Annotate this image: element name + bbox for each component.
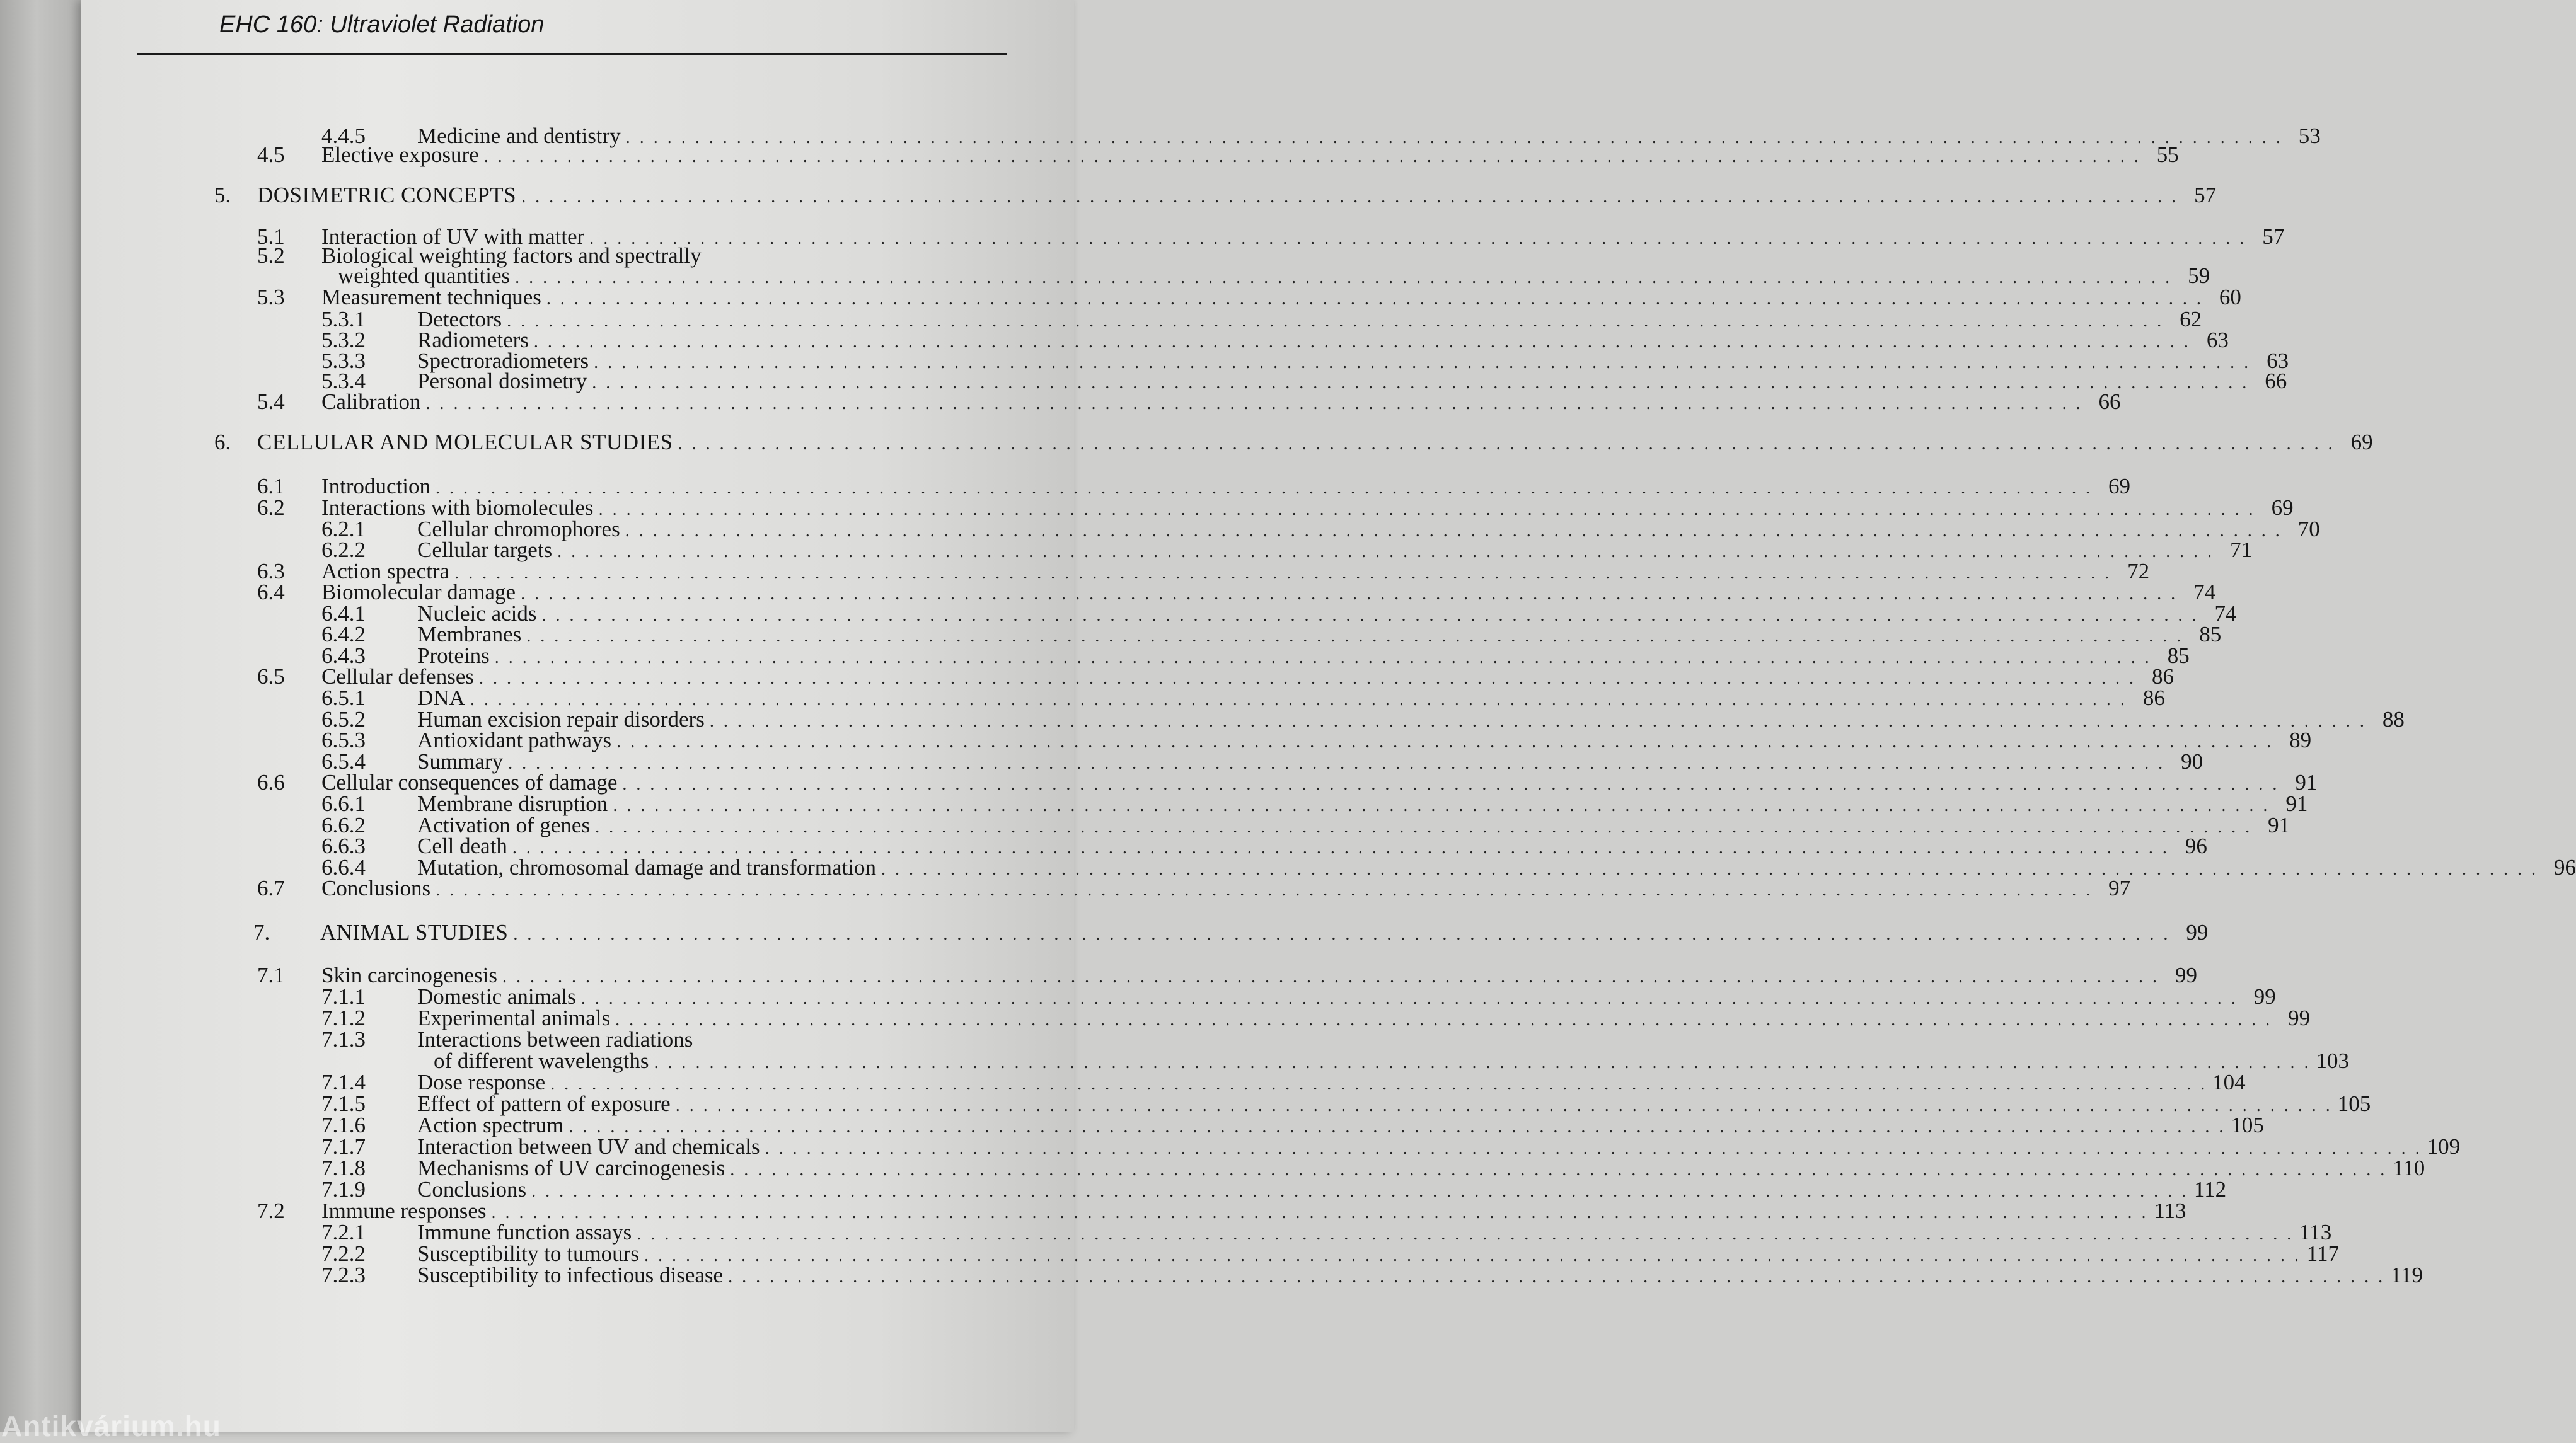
toc-page-number: 69	[2108, 474, 2131, 498]
toc-title: Cellular consequences of damage	[321, 770, 618, 795]
dot-leader: . . . . . . . . . . . . . . . . . . . . . . . . . . . . . . . . . . . . . . . . . . . . . . . . . . . . . . . . . . . . . . . . . . . . . . . . . . . . . . . . . . . . . . . . . . . . . . . . . . . . . . . . . . . . . . . . . . . . . . . .	[709, 711, 2367, 731]
toc-number: 7.1.2	[321, 1006, 366, 1030]
toc-page-number: 109	[2427, 1134, 2461, 1159]
toc-page-number: 74	[2193, 580, 2216, 604]
dot-leader: . . . . . . . . . . . . . . . . . . . . . . . . . . . . . . . . . . . . . . . . . . . . . . . . . . . . . . . . . . . . . . . . . . . . . . . . . . . . . . . . . . . . . . . . . . . . . . . . . . . . . . . . . . . . . . . . . . . . . . . .	[533, 332, 2191, 352]
toc-title: Elective exposure	[321, 142, 479, 167]
dot-leader: . . . . . . . . . . . . . . . . . . . . . . . . . . . . . . . . . . . . . . . . . . . . . . . . . . . . . . . . . . . . . . . . . . . . . . . . . . . . . . . . . . . . . . . . . . . . . . . . . . . . . . . . . . . . . . . . . . . . . . . .	[483, 147, 2141, 166]
toc-title: of different wavelengths	[434, 1049, 649, 1073]
toc-number: 6.5.1	[321, 686, 366, 710]
toc-title: Antioxidant pathways	[417, 728, 612, 752]
dot-leader: . . . . . . . . . . . . . . . . . . . . . . . . . . . . . . . . . . . . . . . . . . . . . . . . . . . . . . . . . . . . . . . . . . . . . . . . . . . . . . . . . . . . . . . . . . . . . . . . . . . . . . . . . . . . . . . . . . . . . . . .	[625, 521, 2282, 541]
toc-title: Domestic animals	[417, 984, 576, 1009]
toc-number: 7.2.2	[321, 1241, 366, 1266]
toc-number: 7.1.6	[321, 1113, 366, 1137]
dot-leader: . . . . . . . . . . . . . . . . . . . . . . . . . . . . . . . . . . . . . . . . . . . . . . . . . . . . . . . . . . . . . . . . . . . . . . . . . . . . . . . . . . . . . . . . . . . . . . . . . . . . . . . . . . . . . . . . . . . . . . . .	[594, 353, 2251, 372]
toc-page-number: 85	[2199, 622, 2222, 647]
toc-page-number: 119	[2390, 1263, 2423, 1287]
toc-number: 5.	[214, 183, 231, 207]
toc-title: Activation of genes	[417, 813, 591, 837]
toc-title: Cell death	[417, 834, 507, 858]
dot-leader: . . . . . . . . . . . . . . . . . . . . . . . . . . . . . . . . . . . . . . . . . . . . . . . . . . . . . . . . . . . . . . . . . . . . . . . . . . . . . . . . . . . . . . . . . . . . . . . . . . . . . . . . . . . . . . . . . . . . . . . .	[436, 478, 2093, 498]
dot-leader: . . . . . . . . . . . . . . . . . . . . . . . . . . . . . . . . . . . . . . . . . . . . . . . . . . . . . . . . . . . . . . . . . . . . . . . . . . . . . . . . . . . . . . . . . . . . . . . . . . . . . . . . . . . . . . . . . . . . . . . .	[515, 268, 2173, 287]
toc-page-number: 112	[2193, 1177, 2227, 1202]
toc-number: 6.2	[257, 495, 285, 520]
toc-title: Cellular defenses	[321, 664, 474, 689]
toc-page-number: 99	[2288, 1006, 2311, 1030]
toc-page-number: 62	[2180, 307, 2202, 331]
toc-page-number: 103	[2316, 1049, 2349, 1073]
toc-page-number: 72	[2127, 559, 2150, 584]
dot-leader: . . . . . . . . . . . . . . . . . . . . . . . . . . . . . . . . . . . . . . . . . . . . . . . . . . . . . . . . . . . . . . . . . . . . . . . . . . . . . . . . . . . . . . . . . . . . . . . . . . . . . . . . . . . . . . . . . . . . . . . .	[521, 584, 2178, 604]
toc-number: 6.6.3	[321, 834, 366, 858]
toc-page-number: 88	[2382, 707, 2405, 732]
toc-number: 6.4.1	[321, 601, 366, 626]
dot-leader: . . . . . . . . . . . . . . . . . . . . . . . . . . . . . . . . . . . . . . . . . . . . . . . . . . . . . . . . . . . . . . . . . . . . . . . . . . . . . . . . . . . . . . . . . . . . . . . . . . . . . . . . . . . . . . . . . . . . . . . .	[513, 924, 2171, 944]
toc-title: ANIMAL STUDIES	[320, 920, 509, 945]
toc-page-number: 105	[2231, 1113, 2264, 1137]
toc-page-number: 63	[2206, 328, 2229, 352]
toc-number: 5.3	[257, 285, 285, 309]
toc-page-number: 97	[2108, 876, 2131, 900]
toc-number: 7.2.3	[321, 1263, 366, 1287]
dot-leader: . . . . . . . . . . . . . . . . . . . . . . . . . . . . . . . . . . . . . . . . . . . . . . . . . . . . . . . . . . . . . . . . . . . . . . . . . . . . . . . . . . . . . . . . . . . . . . . . . . . . . . . . . . . . . . . . . . . . . . . .	[512, 838, 2169, 858]
dot-leader: . . . . . . . . . . . . . . . . . . . . . . . . . . . . . . . . . . . . . . . . . . . . . . . . . . . . . . . . . . . . . . . . . . . . . . . . . . . . . . . . . . . . . . . . . . . . . . . . . . . . . . . . . . . . . . . . . . . . . . . .	[531, 1181, 2189, 1201]
toc-title: Membranes	[417, 622, 522, 647]
toc-page-number: 90	[2181, 749, 2203, 774]
toc-title: Conclusions	[321, 876, 431, 900]
toc-entry	[253, 920, 2209, 945]
toc-number: 7.1.5	[321, 1091, 366, 1116]
toc-title: Nucleic acids	[417, 601, 537, 626]
toc-page-number: 110	[2393, 1156, 2425, 1180]
toc-number: 7.2.1	[321, 1220, 366, 1245]
toc-title: Immune function assays	[417, 1220, 632, 1245]
toc-title: Experimental animals	[417, 1006, 611, 1030]
toc-page-number: 113	[2299, 1220, 2332, 1245]
dot-leader: . . . . . . . . . . . . . . . . . . . . . . . . . . . . . . . . . . . . . . . . . . . . . . . . . . . . . . . . . . . . . . . . . . . . . . . . . . . . . . . . . . . . . . . . . . . . . . . . . . . . . . . . . . . . . . . . . . . . . . . .	[615, 1010, 2273, 1030]
toc-page-number: 60	[2219, 285, 2241, 309]
toc-entry	[257, 389, 2121, 415]
toc-number: 7.1.7	[321, 1134, 366, 1159]
toc-title: Biological weighting factors and spectrally	[321, 243, 702, 268]
toc-page-number: 99	[2175, 963, 2197, 987]
toc-entry	[257, 876, 2131, 901]
toc-page-number: 74	[2214, 601, 2237, 626]
header-title: EHC 160: Ultraviolet Radiation	[219, 11, 545, 38]
toc-title: Measurement techniques	[321, 285, 541, 309]
toc-title: CELLULAR AND MOLECULAR STUDIES	[257, 430, 673, 454]
toc-entry	[214, 430, 2373, 455]
dot-leader: . . . . . . . . . . . . . . . . . . . . . . . . . . . . . . . . . . . . . . . . . . . . . . . . . . . . . . . . . . . . . . . . . . . . . . . . . . . . . . . . . . . . . . . . . . . . . . . . . . . . . . . . . . . . . . . . . . . . . . . .	[494, 648, 2152, 667]
toc-number: 7.2	[257, 1199, 285, 1223]
toc-title: Action spectra	[321, 559, 450, 584]
toc-number: 4.5	[257, 142, 285, 167]
toc-page-number: 57	[2262, 224, 2285, 249]
toc-page-number: 69	[2271, 495, 2294, 520]
toc-entry	[214, 183, 2217, 208]
toc-number: 7.1	[257, 963, 285, 987]
toc-title: Proteins	[417, 643, 490, 668]
toc-title: Cellular targets	[417, 538, 553, 562]
toc-number: 6.1	[257, 474, 285, 498]
toc-number: 7.1.8	[321, 1156, 366, 1180]
toc-title: Interactions between radiations	[417, 1027, 693, 1052]
toc-page-number: 104	[2212, 1070, 2246, 1095]
toc-page-number: 86	[2142, 686, 2165, 710]
toc-entry	[257, 285, 2241, 310]
dot-leader: . . . . . . . . . . . . . . . . . . . . . . . . . . . . . . . . . . . . . . . . . . . . . . . . . . . . . . . . . . . . . . . . . . . . . . . . . . . . . . . . . . . . . . . . . . . . . . . . . . . . . . . . . . . . . . . . . . . . . . . .	[654, 1053, 2311, 1072]
dot-leader: . . . . . . . . . . . . . . . . . . . . . . . . . . . . . . . . . . . . . . . . . . . . . . . . . . . . . . . . . . . . . . . . . . . . . . . . . . . . . . . . . . . . . . . . . . . . . . . . . . . . . . . . . . . . . . . . . . . . . . . .	[491, 1203, 2149, 1222]
toc-number: 7.	[253, 920, 270, 945]
dot-leader: . . . . . . . . . . . . . . . . . . . . . . . . . . . . . . . . . . . . . . . . . . . . . . . . . . . . . . . . . . . . . . . . . . . . . . . . . . . . . . . . . . . . . . . . . . . . . . . . . . . . . . . . . . . . . . . . . . . . . . . .	[592, 373, 2250, 393]
toc-page-number: 70	[2297, 517, 2320, 541]
dot-leader: . . . . . . . . . . . . . . . . . . . . . . . . . . . . . . . . . . . . . . . . . . . . . . . . . . . . . . . . . . . . . . . . . . . . . . . . . . . . . . . . . . . . . . . . . . . . . . . . . . . . . . . . . . . . . . . . . . . . . . . .	[644, 1246, 2301, 1265]
toc-number: 5.1	[257, 224, 285, 249]
dot-leader: . . . . . . . . . . . . . . . . . . . . . . . . . . . . . . . . . . . . . . . . . . . . . . . . . . . . . . . . . . . . . . . . . . . . . . . . . . . . . . . . . . . . . . . . . . . . . . . . . . . . . . . . . . . . . . . . . . . . . . . .	[507, 311, 2164, 331]
toc-title: Human excision repair disorders	[417, 707, 705, 732]
toc-number: 5.3.1	[321, 307, 366, 331]
dot-leader: . . . . . . . . . . . . . . . . . . . . . . . . . . . . . . . . . . . . . . . . . . . . . . . . . . . . . . . . . . . . . . . . . . . . . . . . . . . . . . . . . . . . . . . . . . . . . . . . . . . . . . . . . . . . . . . . . . . . . . . .	[569, 1117, 2226, 1137]
dot-leader: . . . . . . . . . . . . . . . . . . . . . . . . . . . . . . . . . . . . . . . . . . . . . . . . . . . . . . . . . . . . . . . . . . . . . . . . . . . . . . . . . . . . . . . . . . . . . . . . . . . . . . . . . . . . . . . . . . . . . . . .	[580, 989, 2238, 1008]
dot-leader: . . . . . . . . . . . . . . . . . . . . . . . . . . . . . . . . . . . . . . . . . . . . . . . . . . . . . . . . . . . . . . . . . . . . . . . . . . . . . . . . . . . . . . . . . . . . . . . . . . . . . . . . . . . . . . . . . . . . . . . .	[613, 796, 2270, 815]
toc-title: Calibration	[321, 389, 421, 414]
toc-title: Conclusions	[417, 1177, 527, 1202]
toc-title: DOSIMETRIC CONCEPTS	[257, 183, 517, 207]
toc-page-number: 55	[2156, 142, 2179, 167]
dot-leader: . . . . . . . . . . . . . . . . . . . . . . . . . . . . . . . . . . . . . . . . . . . . . . . . . . . . . . . . . . . . . . . . . . . . . . . . . . . . . . . . . . . . . . . . . . . . . . . . . . . . . . . . . . . . . . . . . . . . . . . .	[765, 1139, 2422, 1158]
dot-leader: . . . . . . . . . . . . . . . . . . . . . . . . . . . . . . . . . . . . . . . . . . . . . . . . . . . . . . . . . . . . . . . . . . . . . . . . . . . . . . . . . . . . . . . . . . . . . . . . . . . . . . . . . . . . . . . . . . . . . . . .	[728, 1267, 2386, 1287]
toc-number: 6.4.2	[321, 622, 366, 647]
dot-leader: . . . . . . . . . . . . . . . . . . . . . . . . . . . . . . . . . . . . . . . . . . . . . . . . . . . . . . . . . . . . . . . . . . . . . . . . . . . . . . . . . . . . . . . . . . . . . . . . . . . . . . . . . . . . . . . . . . . . . . . .	[589, 229, 2247, 248]
dot-leader: . . . . . . . . . . . . . . . . . . . . . . . . . . . . . . . . . . . . . . . . . . . . . . . . . . . . . . . . . . . . . . . . . . . . . . . . . . . . . . . . . . . . . . . . . . . . . . . . . . . . . . . . . . . . . . . . . . . . . . . .	[470, 690, 2127, 710]
toc-title: Effect of pattern of exposure	[417, 1091, 671, 1116]
toc-number: 6.7	[257, 876, 285, 900]
toc-title: Susceptibility to tumours	[417, 1241, 639, 1266]
toc-title: Spectroradiometers	[417, 348, 589, 373]
toc-title: Action spectrum	[417, 1113, 564, 1137]
dot-leader: . . . . . . . . . . . . . . . . . . . . . . . . . . . . . . . . . . . . . . . . . . . . . . . . . . . . . . . . . . . . . . . . . . . . . . . . . . . . . . . . . . . . . . . . . . . . . . . . . . . . . . . . . . . . . . . . . . . . . . . .	[557, 542, 2215, 561]
toc-number: 6.6.2	[321, 813, 366, 837]
toc-page-number: 86	[2152, 664, 2174, 689]
toc-number: 6.5.3	[321, 728, 366, 752]
toc-page-number: 99	[2186, 920, 2209, 945]
toc-number: 6.	[214, 430, 231, 454]
toc-page-number: 53	[2298, 124, 2321, 148]
toc-title: Mutation, chromosomal damage and transformation	[417, 855, 877, 880]
dot-leader: . . . . . . . . . . . . . . . . . . . . . . . . . . . . . . . . . . . . . . . . . . . . . . . . . . . . . . . . . . . . . . . . . . . . . . . . . . . . . . . . . . . . . . . . . . . . . . . . . . . . . . . . . . . . . . . . . . . . . . . .	[675, 1096, 2333, 1115]
toc-title: Introduction	[321, 474, 431, 498]
toc-number: 6.5.4	[321, 749, 366, 774]
toc-title: Membrane disruption	[417, 791, 608, 816]
toc-title: Interaction of UV with matter	[321, 224, 585, 249]
toc-number: 5.2	[257, 243, 285, 268]
dot-leader: . . . . . . . . . . . . . . . . . . . . . . . . . . . . . . . . . . . . . . . . . . . . . . . . . . . . . . . . . . . . . . . . . . . . . . . . . . . . . . . . . . . . . . . . . . . . . . . . . . . . . . . . . . . . . . . . . . . . . . . .	[541, 606, 2199, 625]
toc-page-number: 91	[2295, 770, 2318, 795]
toc-title: Immune responses	[321, 1199, 487, 1223]
toc-page-number: 91	[2285, 791, 2308, 816]
toc-title: Radiometers	[417, 328, 529, 352]
dot-leader: . . . . . . . . . . . . . . . . . . . . . . . . . . . . . . . . . . . . . . . . . . . . . . . . . . . . . . . . . . . . . . . . . . . . . . . . . . . . . . . . . . . . . . . . . . . . . . . . . . . . . . . . . . . . . . . . . . . . . . . .	[881, 859, 2539, 879]
dot-leader: . . . . . . . . . . . . . . . . . . . . . . . . . . . . . . . . . . . . . . . . . . . . . . . . . . . . . . . . . . . . . . . . . . . . . . . . . . . . . . . . . . . . . . . . . . . . . . . . . . . . . . . . . . . . . . . . . . . . . . . .	[436, 880, 2093, 900]
toc-title: Susceptibility to infectious disease	[417, 1263, 724, 1287]
toc-title: DNA	[417, 686, 465, 710]
dot-leader: . . . . . . . . . . . . . . . . . . . . . . . . . . . . . . . . . . . . . . . . . . . . . . . . . . . . . . . . . . . . . . . . . . . . . . . . . . . . . . . . . . . . . . . . . . . . . . . . . . . . . . . . . . . . . . . . . . . . . . . .	[479, 669, 2136, 688]
dot-leader: . . . . . . . . . . . . . . . . . . . . . . . . . . . . . . . . . . . . . . . . . . . . . . . . . . . . . . . . . . . . . . . . . . . . . . . . . . . . . . . . . . . . . . . . . . . . . . . . . . . . . . . . . . . . . . . . . . . . . . . .	[502, 967, 2159, 987]
toc-number: 7.1.9	[321, 1177, 366, 1202]
dot-leader: . . . . . . . . . . . . . . . . . . . . . . . . . . . . . . . . . . . . . . . . . . . . . . . . . . . . . . . . . . . . . . . . . . . . . . . . . . . . . . . . . . . . . . . . . . . . . . . . . . . . . . . . . . . . . . . . . . . . . . . .	[546, 289, 2203, 309]
toc-page-number: 89	[2289, 728, 2312, 752]
toc-page-number: 85	[2167, 643, 2190, 668]
toc-page-number: 91	[2268, 813, 2290, 837]
toc-title: Detectors	[417, 307, 502, 331]
toc-title: Personal dosimetry	[417, 369, 587, 393]
toc-number: 6.2.1	[321, 517, 366, 541]
toc-entry	[257, 142, 2179, 168]
toc-number: 6.5	[257, 664, 285, 689]
dot-leader: . . . . . . . . . . . . . . . . . . . . . . . . . . . . . . . . . . . . . . . . . . . . . . . . . . . . . . . . . . . . . . . . . . . . . . . . . . . . . . . . . . . . . . . . . . . . . . . . . . . . . . . . . . . . . . . . . . . . . . . .	[622, 774, 2280, 794]
toc-title: Cellular chromophores	[417, 517, 620, 541]
toc-entry	[321, 1263, 2423, 1288]
dot-leader: . . . . . . . . . . . . . . . . . . . . . . . . . . . . . . . . . . . . . . . . . . . . . . . . . . . . . . . . . . . . . . . . . . . . . . . . . . . . . . . . . . . . . . . . . . . . . . . . . . . . . . . . . . . . . . . . . . . . . . . .	[550, 1074, 2208, 1094]
toc-page-number: 71	[2230, 538, 2253, 562]
toc-number: 6.2.2	[321, 538, 366, 562]
dot-leader: . . . . . . . . . . . . . . . . . . . . . . . . . . . . . . . . . . . . . . . . . . . . . . . . . . . . . . . . . . . . . . . . . . . . . . . . . . . . . . . . . . . . . . . . . . . . . . . . . . . . . . . . . . . . . . . . . . . . . . . .	[625, 128, 2283, 147]
toc-number: 5.3.3	[321, 348, 366, 373]
dot-leader: . . . . . . . . . . . . . . . . . . . . . . . . . . . . . . . . . . . . . . . . . . . . . . . . . . . . . . . . . . . . . . . . . . . . . . . . . . . . . . . . . . . . . . . . . . . . . . . . . . . . . . . . . . . . . . . . . . . . . . . .	[595, 817, 2253, 837]
toc-number: 6.4.3	[321, 643, 366, 668]
toc-page-number: 66	[2265, 369, 2287, 393]
toc-title: Biomolecular damage	[321, 580, 516, 604]
dot-leader: . . . . . . . . . . . . . . . . . . . . . . . . . . . . . . . . . . . . . . . . . . . . . . . . . . . . . . . . . . . . . . . . . . . . . . . . . . . . . . . . . . . . . . . . . . . . . . . . . . . . . . . . . . . . . . . . . . . . . . . .	[454, 563, 2112, 583]
toc-number: 6.6.4	[321, 855, 366, 880]
toc-title: Medicine and dentistry	[417, 124, 621, 148]
toc-title: Interactions with biomolecules	[321, 495, 594, 520]
toc-title: Mechanisms of UV carcinogenesis	[417, 1156, 725, 1180]
toc-page-number: 96	[2185, 834, 2207, 858]
toc-number: 7.1.1	[321, 984, 366, 1009]
toc-title: Summary	[417, 749, 504, 774]
dot-leader: . . . . . . . . . . . . . . . . . . . . . . . . . . . . . . . . . . . . . . . . . . . . . . . . . . . . . . . . . . . . . . . . . . . . . . . . . . . . . . . . . . . . . . . . . . . . . . . . . . . . . . . . . . . . . . . . . . . . . . . .	[637, 1224, 2294, 1244]
toc-title: weighted quantities	[338, 263, 511, 288]
dot-leader: . . . . . . . . . . . . . . . . . . . . . . . . . . . . . . . . . . . . . . . . . . . . . . . . . . . . . . . . . . . . . . . . . . . . . . . . . . . . . . . . . . . . . . . . . . . . . . . . . . . . . . . . . . . . . . . . . . . . . . . .	[678, 434, 2335, 454]
toc-number: 6.3	[257, 559, 285, 584]
toc-title: Skin carcinogenesis	[321, 963, 497, 987]
watermark: Antikvárium.hu	[1, 1410, 221, 1442]
toc-number: 6.6	[257, 770, 285, 795]
toc-number: 5.3.2	[321, 328, 366, 352]
toc-title: Interaction between UV and chemicals	[417, 1134, 760, 1159]
toc-number: 7.1.3	[321, 1027, 366, 1052]
dot-leader: . . . . . . . . . . . . . . . . . . . . . . . . . . . . . . . . . . . . . . . . . . . . . . . . . . . . . . . . . . . . . . . . . . . . . . . . . . . . . . . . . . . . . . . . . . . . . . . . . . . . . . . . . . . . . . . . . . . . . . . .	[730, 1160, 2388, 1180]
toc-page-number: 117	[2306, 1241, 2339, 1266]
toc-number: 7.1.4	[321, 1070, 366, 1095]
toc-number: 6.5.2	[321, 707, 366, 732]
toc-number: 4.4.5	[321, 124, 366, 148]
dot-leader: . . . . . . . . . . . . . . . . . . . . . . . . . . . . . . . . . . . . . . . . . . . . . . . . . . . . . . . . . . . . . . . . . . . . . . . . . . . . . . . . . . . . . . . . . . . . . . . . . . . . . . . . . . . . . . . . . . . . . . . .	[526, 626, 2184, 646]
toc-page-number: 69	[2350, 430, 2373, 454]
toc-number: 6.6.1	[321, 791, 366, 816]
toc-page-number: 66	[2098, 389, 2121, 414]
dot-leader: . . . . . . . . . . . . . . . . . . . . . . . . . . . . . . . . . . . . . . . . . . . . . . . . . . . . . . . . . . . . . . . . . . . . . . . . . . . . . . . . . . . . . . . . . . . . . . . . . . . . . . . . . . . . . . . . . . . . . . . .	[598, 500, 2256, 519]
toc-page-number: 113	[2154, 1199, 2186, 1223]
toc-page-number: 99	[2253, 984, 2276, 1009]
toc-title: Dose response	[417, 1070, 546, 1095]
toc-page-number: 105	[2337, 1091, 2371, 1116]
toc-page-number: 59	[2188, 263, 2210, 288]
toc-page-number: 63	[2267, 348, 2289, 373]
toc-page-number: 96	[2554, 855, 2576, 880]
dot-leader: . . . . . . . . . . . . . . . . . . . . . . . . . . . . . . . . . . . . . . . . . . . . . . . . . . . . . . . . . . . . . . . . . . . . . . . . . . . . . . . . . . . . . . . . . . . . . . . . . . . . . . . . . . . . . . . . . . . . . . . .	[521, 187, 2179, 207]
toc-number: 5.3.4	[321, 369, 366, 393]
toc-number: 5.4	[257, 389, 285, 414]
dot-leader: . . . . . . . . . . . . . . . . . . . . . . . . . . . . . . . . . . . . . . . . . . . . . . . . . . . . . . . . . . . . . . . . . . . . . . . . . . . . . . . . . . . . . . . . . . . . . . . . . . . . . . . . . . . . . . . . . . . . . . . .	[616, 732, 2274, 752]
dot-leader: . . . . . . . . . . . . . . . . . . . . . . . . . . . . . . . . . . . . . . . . . . . . . . . . . . . . . . . . . . . . . . . . . . . . . . . . . . . . . . . . . . . . . . . . . . . . . . . . . . . . . . . . . . . . . . . . . . . . . . . .	[508, 754, 2166, 773]
dot-leader: . . . . . . . . . . . . . . . . . . . . . . . . . . . . . . . . . . . . . . . . . . . . . . . . . . . . . . . . . . . . . . . . . . . . . . . . . . . . . . . . . . . . . . . . . . . . . . . . . . . . . . . . . . . . . . . . . . . . . . . .	[425, 394, 2083, 413]
toc-page-number: 57	[2194, 183, 2217, 207]
toc-number: 6.4	[257, 580, 285, 604]
